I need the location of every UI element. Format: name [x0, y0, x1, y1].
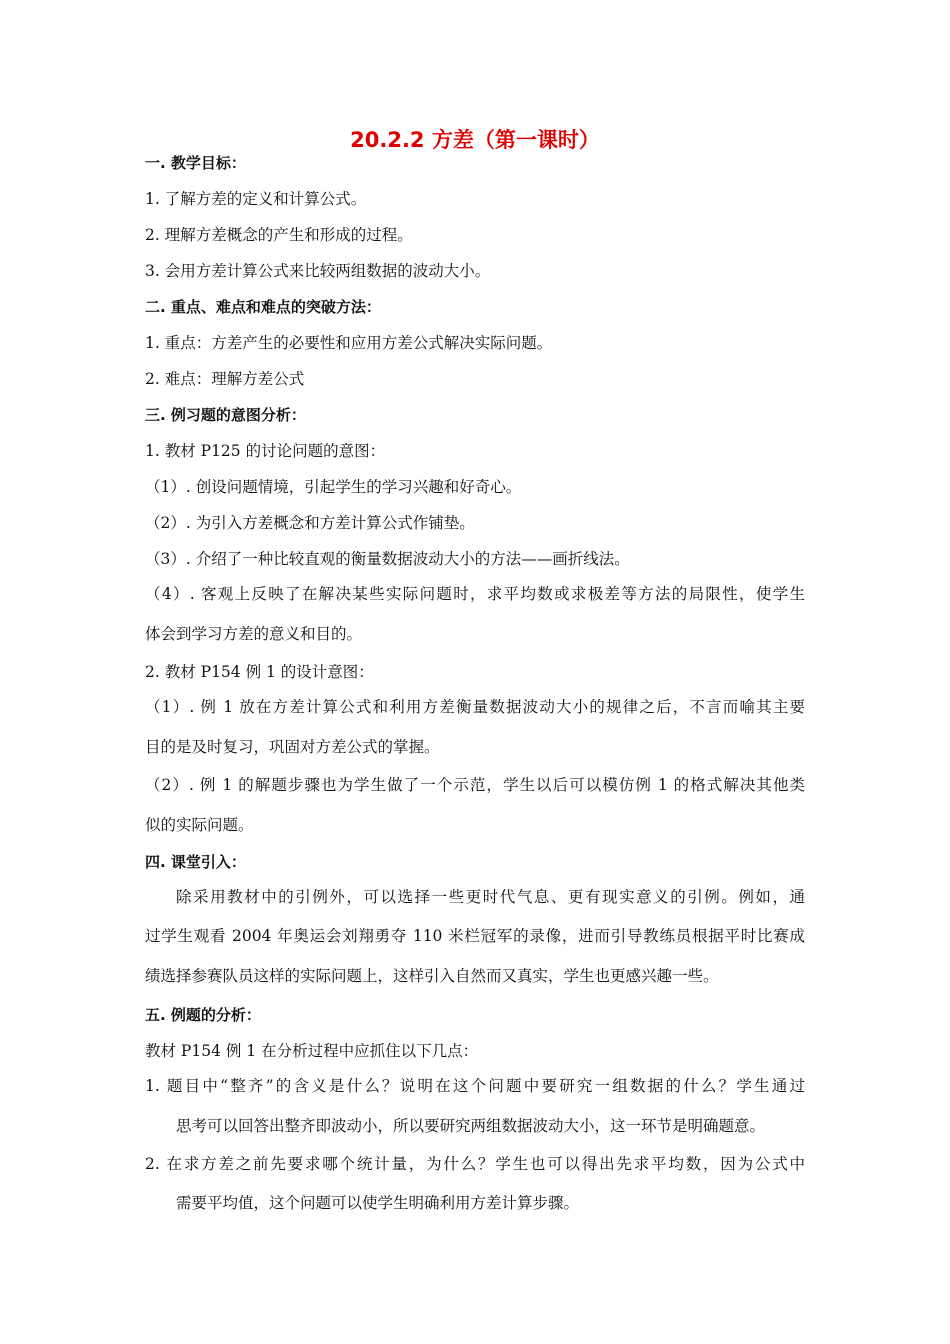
s4-line-2: 过学生观看 2004 年奥运会刘翔勇夺 110 米栏冠军的录像，进而引导教练员根据平时比赛成 [145, 927, 805, 945]
section-2-heading: 二. 重点、难点和难点的突破方法： [145, 298, 381, 316]
s3-line-8: （1）. 例 1 放在方差计算公式和利用方差衡量数据波动大小的规律之后，不言而喻其主要 [145, 698, 805, 716]
s3-line-10: （2）. 例 1 的解题步骤也为学生做了一个示范，学生以后可以模仿例 1 的格式解决其他类 [145, 776, 805, 794]
s5-line-4: 2. 在求方差之前先要求哪个统计量，为什么？学生也可以得出先求平均数，因为公式中 [145, 1155, 805, 1173]
section-4-heading: 四. 课堂引入： [145, 853, 246, 871]
s4-line-1: 除采用教材中的引例外，可以选择一些更时代气息、更有现实意义的引例。例如，通 [176, 888, 805, 906]
s3-line-1: 1. 教材 P125 的讨论问题的意图： [145, 442, 386, 460]
section-3-heading: 三. 例习题的意图分析： [145, 406, 306, 424]
s5-line-3: 思考可以回答出整齐即波动小，所以要研究两组数据波动大小，这一环节是明确题意。 [176, 1117, 766, 1135]
s3-line-5: （4）. 客观上反映了在解决某些实际问题时，求平均数或求极差等方法的局限性，使学生 [145, 585, 805, 603]
s3-line-4: （3）. 介绍了一种比较直观的衡量数据波动大小的方法——画折线法。 [145, 550, 630, 568]
document-title: 20.2.2 方差（第一课时） [350, 128, 600, 152]
s2-item-1: 1. 重点：方差产生的必要性和应用方差公式解决实际问题。 [145, 334, 553, 352]
section-5-heading: 五. 例题的分析： [145, 1006, 261, 1024]
s1-item-2: 2. 理解方差概念的产生和形成的过程。 [145, 226, 413, 244]
section-1-heading: 一. 教学目标： [145, 154, 246, 172]
s5-line-5: 需要平均值，这个问题可以使学生明确利用方差计算步骤。 [176, 1194, 580, 1212]
s3-line-11: 似的实际问题。 [145, 816, 254, 834]
s3-line-3: （2）. 为引入方差概念和方差计算公式作铺垫。 [145, 514, 475, 532]
s3-line-7: 2. 教材 P154 例 1 的设计意图： [145, 663, 374, 681]
s2-item-2: 2. 难点：理解方差公式 [145, 370, 305, 388]
s1-item-1: 1. 了解方差的定义和计算公式。 [145, 190, 367, 208]
s3-line-9: 目的是及时复习，巩固对方差公式的掌握。 [145, 738, 440, 756]
s1-item-3: 3. 会用方差计算公式来比较两组数据的波动大小。 [145, 262, 491, 280]
s5-line-1: 教材 P154 例 1 在分析过程中应抓住以下几点： [145, 1042, 479, 1060]
s4-line-3: 绩选择参赛队员这样的实际问题上，这样引入自然而又真实，学生也更感兴趣一些。 [145, 967, 719, 985]
s5-line-2: 1. 题目中“整齐”的含义是什么？说明在这个问题中要研究一组数据的什么？学生通过 [145, 1077, 805, 1095]
s3-line-2: （1）. 创设问题情境，引起学生的学习兴趣和好奇心。 [145, 478, 522, 496]
s3-line-6: 体会到学习方差的意义和目的。 [145, 625, 363, 643]
